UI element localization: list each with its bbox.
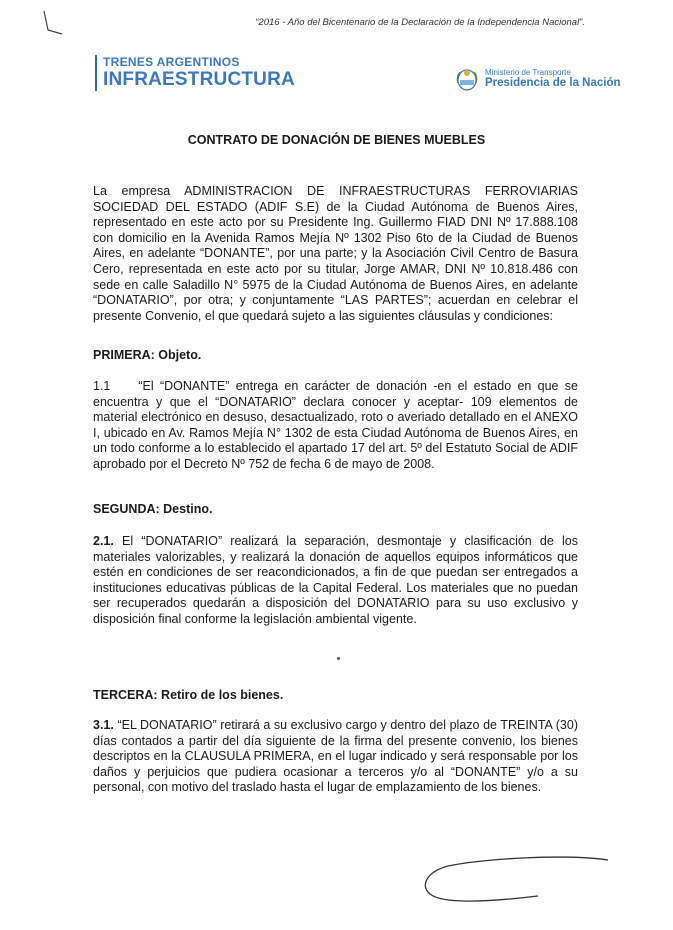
section-tercera-heading xyxy=(93,688,283,702)
clause-text: “EL DONATARIO” retirará a su exclusivo cargo y dentro del plazo de TREINTA (30) días contados a partir del día siguiente de la firma del presente convenio, los bienes descriptos en la CLAUSULA PRIMERA, en el lugar indicado y será responsable por los daños y perjuicios que pudiera ocasionar a terceros y/o al “DONANTE” y/o a su personal, con motivo del traslado hasta el lugar de emplazamiento de los bienes. xyxy=(93,718,578,795)
section-segunda-heading: SEGUNDA: Destino. xyxy=(93,502,213,516)
clause-1-1 xyxy=(93,379,578,473)
clause-number: 1.1 xyxy=(93,379,111,393)
trenes-argentinos-logo xyxy=(95,55,295,91)
heading-tercera-subtitle: : Retiro de los bienes. xyxy=(153,688,284,702)
section-primera-heading: PRIMERA: Objeto. xyxy=(93,348,202,362)
clause-text: El “DONATARIO” realizará la separación, desmontaje y clasificación de los materiales valorizables, y realizará la donación de aquellos equipos informáticos que estén en condiciones de ser reacondicionados, a fin de que puedan ser entregados a instituciones educativas públicas de la Capital Federal. Los materiales que no puedan ser recuperados quedarán a disposición del DONATARIO para su uso exclusivo y disposición final conforme la legislación ambiental vigente. xyxy=(93,534,578,626)
handwritten-mark xyxy=(40,8,70,38)
national-seal-icon xyxy=(455,67,479,91)
clause-3-1 xyxy=(93,718,578,796)
ministry-logo xyxy=(455,67,621,91)
signature-scribble xyxy=(418,852,618,912)
ministry-line2: Presidencia de la Nación xyxy=(485,77,621,89)
heading-tercera: TERCERA xyxy=(93,688,154,702)
clause-text: “El “DONANTE” entrega en carácter de donación -en el estado en que se encuentra y que el “DONATARIO” declara conocer y aceptar- 109 elementos de material electrónico en desuso, desactualizado, roto o averiado detallado en el ANEXO I, ubicado en Av. Ramos Mejía N° 1302 de esta Ciudad Autónoma de Buenos Aires, en un todo conforme a lo establecido el apartado 17 del art. 5º del Estatuto Social de ADIF aprobado por el Decreto Nº 752 de fecha 6 de mayo de 2008. xyxy=(93,379,578,471)
ministry-line1: Ministerio de Transporte xyxy=(485,68,571,77)
header-motto: “2016 - Año del Bicentenario de la Declaración de la Independencia Nacional”. xyxy=(255,17,585,28)
clause-number: 3.1. xyxy=(93,718,114,732)
document-title: CONTRATO DE DONACIÓN DE BIENES MUEBLES xyxy=(187,133,486,147)
intro-paragraph: La empresa ADMINISTRACION DE INFRAESTRUCTURAS FERROVIARIAS SOCIEDAD DEL ESTADO (ADIF S.E) de la Ciudad Autónoma de Buenos Aires, representado en este acto por su Presidente Ing. Guillermo FIAD DNI Nº 17.888.108 con domicilio en la Avenida Ramos Mejía Nº 1302 Piso 6to de la Ciudad de Buenos Aires, en adelante “DONANTE”, por una parte; y la Asociación Civil Centro de Basura Cero, representada en este acto por su titular, Jorge AMAR, DNI Nº 10.818.486 con sede en calle Saladillo N° 5975 de la Ciudad Autónoma de Buenos Aires, en adelante “DONATARIO”, por otra; y conjuntamente “LAS PARTES”; acuerdan en celebrar el presente Convenio, el que quedará sujeto a las siguientes cláusulas y condiciones: xyxy=(93,184,578,323)
speck xyxy=(337,657,340,660)
brand-line1: TRENES ARGENTINOS xyxy=(103,55,240,69)
brand-line2: INFRAESTRUCTURA xyxy=(103,69,295,90)
clause-2-1 xyxy=(93,534,578,628)
clause-number: 2.1. xyxy=(93,534,114,548)
